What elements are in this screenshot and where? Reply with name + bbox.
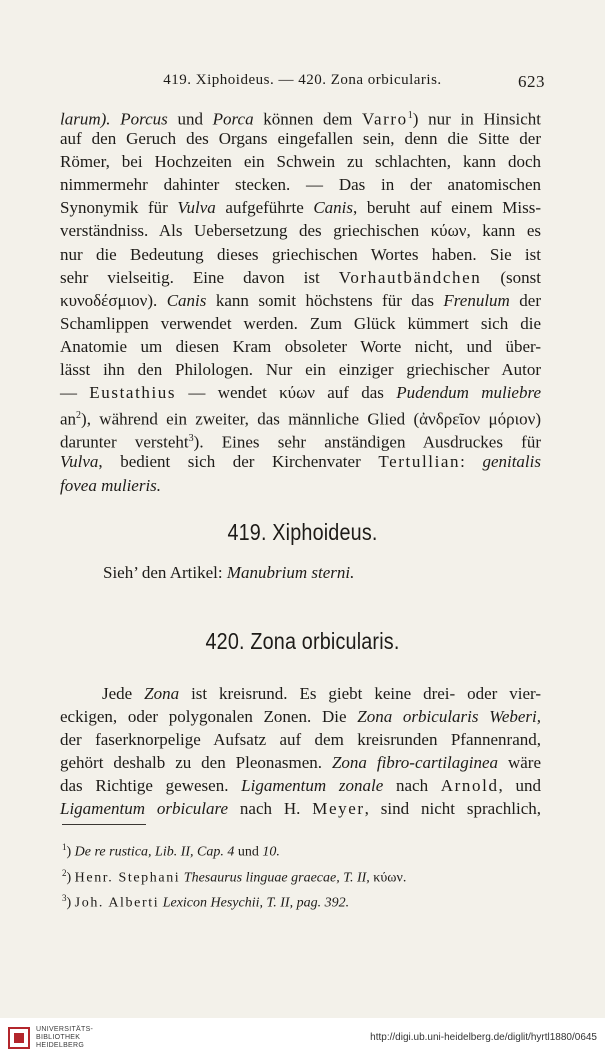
see-also-prefix: Sieh’ den Artikel: <box>103 563 227 582</box>
footer-bar <box>0 1018 605 1060</box>
logo-line1: UNIVERSITÄTS- <box>36 1026 94 1033</box>
library-logo[interactable] <box>8 1026 93 1050</box>
source-url[interactable]: http://digi.ub.uni-heidelberg.de/diglit/hyrtl1880/0645 <box>370 1032 597 1043</box>
page-number: 623 <box>518 72 545 91</box>
body-paragraph-1: larum). Porcus und Porca können dem Varro$^1$) nur in Hinsicht auf den Geruch des Organs eingefallen sein, denn die Sitte der Römer, bei Hochzeiten ein Schwein zu schlachten, kann doch nimmermehr dahinter stecken. — Das in der anatomischen Synonymik für Vulva aufgeführte Canis, beruht auf einem Miss- verständniss. Als Uebersetzung des griechischen κύων, kann es nur die Bedeutung dieses griechischen Wortes haben. Sie ist sehr vielseitig. Eine davon ist Vorhautbändchen (sonst κυνοδέσμιον). Canis kann somit höchstens für das Frenulum der Schamlippen verwendet werden. Zum Glück kümmert sich die Anatomie um diesen Kram obsoleter Worte nicht, und über- lässt ihn den Philologen. Nur ein einziger griechischer Autor — Eustathius — wendet κύων auf das Pudendum muliebre $an^2$), während ein zweiter, das männliche Glied (ἀνδρεῖον μόριον) darunter versteht$^3$). Eines sehr anständigen Ausdruckes für Vulva, bedient sich der Kirchenvater Tertullian: genitalis fovea mulieris. <box>60 109 542 495</box>
footnotes <box>62 837 532 914</box>
footnote-3: $^3$) Joh. Alberti Lexicon Hesychii, T. II, pag. 392. <box>62 893 350 911</box>
logo-line2: BIBLIOTHEK <box>36 1034 81 1041</box>
see-also <box>103 563 354 583</box>
footnote-2: $^2$) Henr. Stephani Thesaurus linguae graecae, T. II, κύων. <box>62 867 407 886</box>
footnote-rule <box>62 824 146 825</box>
logo-line3: HEIDELBERG <box>36 1042 85 1049</box>
section-title-419: 419. Xiphoideus. <box>227 519 378 545</box>
body-paragraph-2: Jede Zona ist kreisrund. Es giebt keine drei- oder vier- eckigen, oder polygonalen Zonen. Die Zona orbicularis Weberi, der faserknorpelige Aufsatz auf dem kreisrunden Pfannenrand, gehört deshalb zu den Pleonasmen. Zona fibro-cartilaginea wäre das Richtige gewesen. Ligamentum zonale nach Arnold, und Ligamentum orbiculare nach H. Meyer, sind nicht sprachlich, <box>60 684 542 819</box>
running-title: 419. Xiphoideus. — 420. Zona orbicularis. <box>163 72 442 88</box>
section-title-420: 420. Zona orbicularis. <box>205 628 400 654</box>
see-also-ref: Manubrium sterni. <box>226 563 355 582</box>
seal-icon <box>8 1027 30 1049</box>
footnote-1: $^1$) De re rustica, Lib. II, Cap. 4 und 10. <box>62 842 280 860</box>
running-head <box>60 72 545 94</box>
